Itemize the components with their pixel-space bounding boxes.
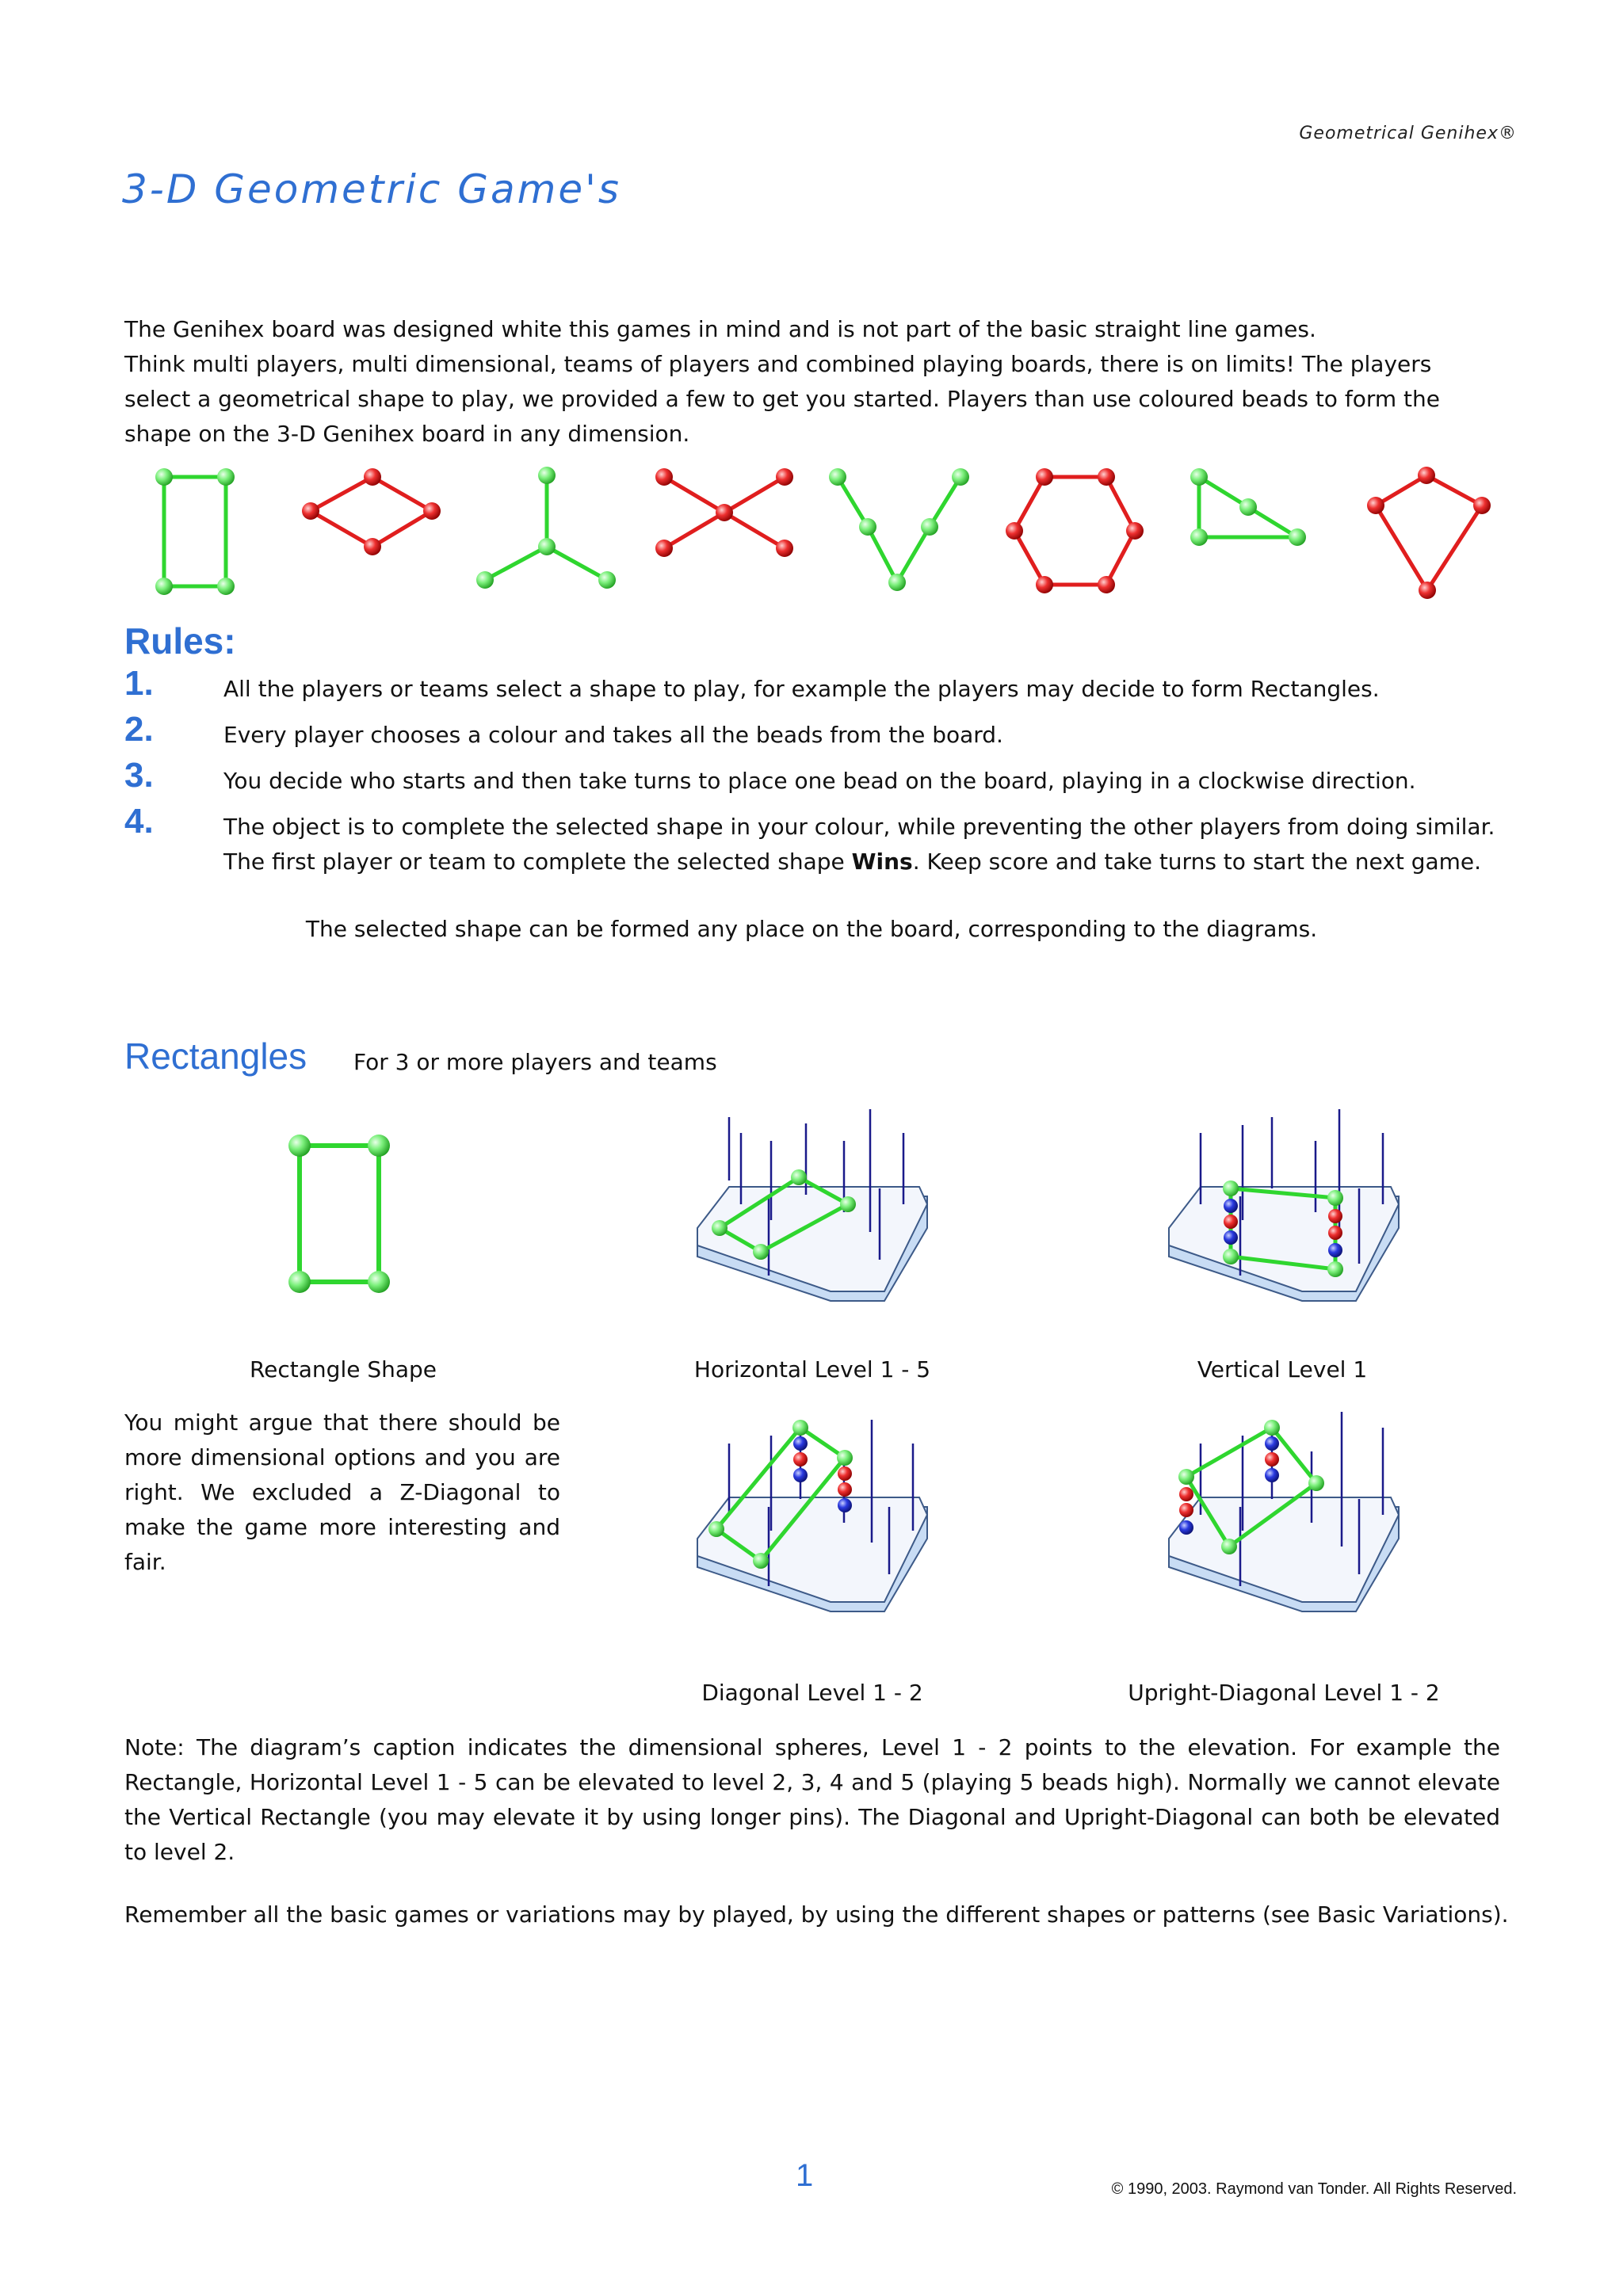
shape-tri-star [476,467,616,589]
rule-number-3: 3. [124,756,154,795]
shape-x-cross [655,468,793,557]
remember-paragraph: Remember all the basic games or variations may by played, by using the different shapes or patterns (see Basic Variations). [124,1901,1509,1928]
intro-line-1: The Genihex board was designed white this games in mind and is not part of the basic straight line games. [124,316,1316,342]
rule-number-2: 2. [124,710,154,749]
shape-hexagon [1006,468,1144,593]
wins-label: Wins [851,849,913,875]
caption-upright-diagonal: Upright-Diagonal Level 1 - 2 [1128,1680,1440,1706]
rules-heading: Rules: [124,620,236,662]
rule-text-4 [223,810,1507,879]
rectangle-shape-diagram [285,1133,412,1307]
rule-text-4-b: . Keep score and take turns to start the next game. [912,849,1482,875]
page-number: 1 [796,2158,814,2193]
rectangles-subtitle: For 3 or more players and teams [353,1049,717,1075]
caption-diagonal: Diagonal Level 1 - 2 [701,1680,923,1706]
shape-rectangle [155,468,235,595]
caption-rectangle-shape: Rectangle Shape [249,1356,437,1383]
rule-number-4: 4. [124,802,154,841]
board-diagonal-diagram [682,1412,951,1650]
caption-vertical: Vertical Level 1 [1197,1356,1368,1383]
rule-text-2: Every player chooses a colour and takes all the beads from the board. [223,722,1003,748]
intro-line-2: Think multi players, multi dimensional, teams of players and combined playing boards, there is on limits! The players select a geometrical shape to play, we provided a few to get you started. Players than use coloured beads to form the shape on the 3-D Genihex board in any dimension. [124,351,1440,447]
board-base [697,1187,927,1301]
caption-horizontal: Horizontal Level 1 - 5 [693,1356,931,1383]
board-vertical-diagram [1153,1101,1423,1339]
shape-kite [1367,467,1491,599]
board-horizontal-diagram [682,1101,951,1339]
rule-text-1: All the players or teams select a shape to play, for example the players may decide to form Rectangles. [223,676,1380,702]
board-upright-diagonal-diagram [1153,1412,1423,1650]
copyright: © 1990, 2003. Raymond van Tonder. All Rights Reserved. [1111,2180,1517,2198]
shape-diamond [302,468,441,555]
rectangles-heading: Rectangles [124,1035,307,1077]
note-paragraph: Note: The diagram’s caption indicates the dimensional spheres, Level 1 - 2 points to the elevation. For example the Rectangle, Horizontal Level 1 - 5 can be elevated to level 2, 3, 4 and 5 (playing 5 beads high). Normally we cannot elevate the Vertical Rectangle (you may elevate it by using longer pins). The Diagonal and Upright-Diagonal can both be elevated to level 2. [124,1734,1500,1865]
argue-paragraph: You might argue that there should be more dimensional options and you are right. We excluded a Z-Diagonal to make the game more interesting and fair. [124,1409,560,1575]
page-title: 3-D Geometric Game's [122,166,621,212]
shape-placement-note: The selected shape can be formed any place on the board, corresponding to the diagrams. [305,916,1318,942]
intro-paragraph [124,312,1500,452]
shapes-row [0,460,1623,618]
shape-v [829,468,969,591]
shape-triangle [1190,468,1306,546]
rule-number-1: 1. [124,664,154,703]
brand-logo-text: Geometrical Genihex® [1299,124,1517,143]
rule-text-3: You decide who starts and then take turns to place one bead on the board, playing in a clockwise direction. [223,768,1416,794]
rule-text-4-a: The object is to complete the selected shape in your colour, while preventing the other players from doing similar. The first player or team to complete the selected shape [223,814,1495,875]
